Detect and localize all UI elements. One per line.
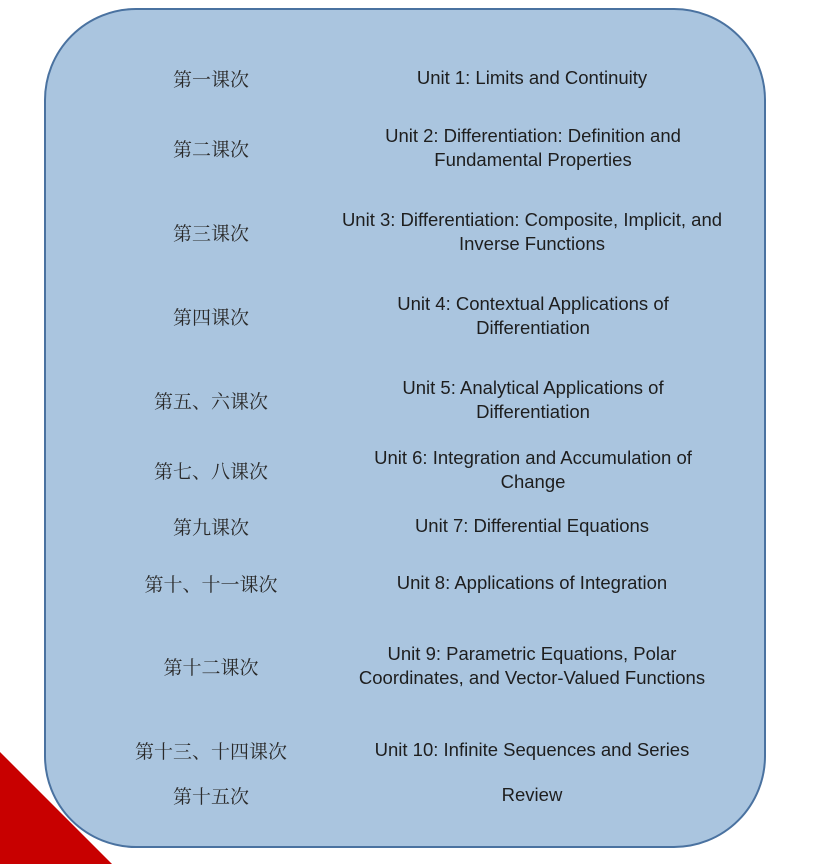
- schedule-row-9: [44, 642, 766, 690]
- lesson-label: 第一课次: [172, 68, 249, 91]
- unit-title: Unit 3: Differentiation: Composite, Implicit, and Inverse Functions: [341, 209, 723, 254]
- lesson-label: 第四课次: [172, 306, 249, 329]
- unit-title: Review: [501, 784, 563, 805]
- lesson-label: 第二课次: [172, 138, 249, 161]
- unit-title: Unit 6: Integration and Accumulation of Change: [374, 447, 692, 492]
- schedule-row-1: [44, 66, 766, 90]
- schedule-row-10: [44, 738, 766, 762]
- schedule-row-5: [44, 376, 766, 424]
- lesson-label: 第十二课次: [163, 656, 259, 679]
- schedule-row-3: [44, 208, 766, 256]
- unit-title: Unit 10: Infinite Sequences and Series: [374, 739, 690, 760]
- schedule-row-2: [44, 124, 766, 172]
- lesson-label: 第三课次: [172, 222, 249, 245]
- lesson-label: 第十五次: [172, 785, 249, 808]
- lesson-label: 第十、十一课次: [144, 573, 278, 596]
- schedule-row-4: [44, 292, 766, 340]
- unit-title: Unit 2: Differentiation: Definition and Fundamental Properties: [385, 125, 681, 170]
- lesson-label: 第九课次: [172, 516, 249, 539]
- schedule-row-7: [44, 514, 766, 538]
- lesson-label: 第七、八课次: [153, 460, 268, 483]
- schedule-row-8: [44, 571, 766, 595]
- lesson-label: 第五、六课次: [153, 390, 268, 413]
- schedule-row-11: [44, 783, 766, 807]
- unit-title: Unit 4: Contextual Applications of Differentiation: [397, 293, 669, 338]
- unit-title: Unit 7: Differential Equations: [414, 515, 650, 536]
- unit-title: Unit 8: Applications of Integration: [396, 572, 668, 593]
- unit-title: Unit 1: Limits and Continuity: [416, 67, 648, 88]
- unit-title: Unit 5: Analytical Applications of Differentiation: [402, 377, 664, 422]
- lesson-label: 第十三、十四课次: [134, 740, 287, 763]
- schedule-row-6: [44, 446, 766, 494]
- unit-title: Unit 9: Parametric Equations, Polar Coordinates, and Vector-Valued Functions: [358, 643, 706, 688]
